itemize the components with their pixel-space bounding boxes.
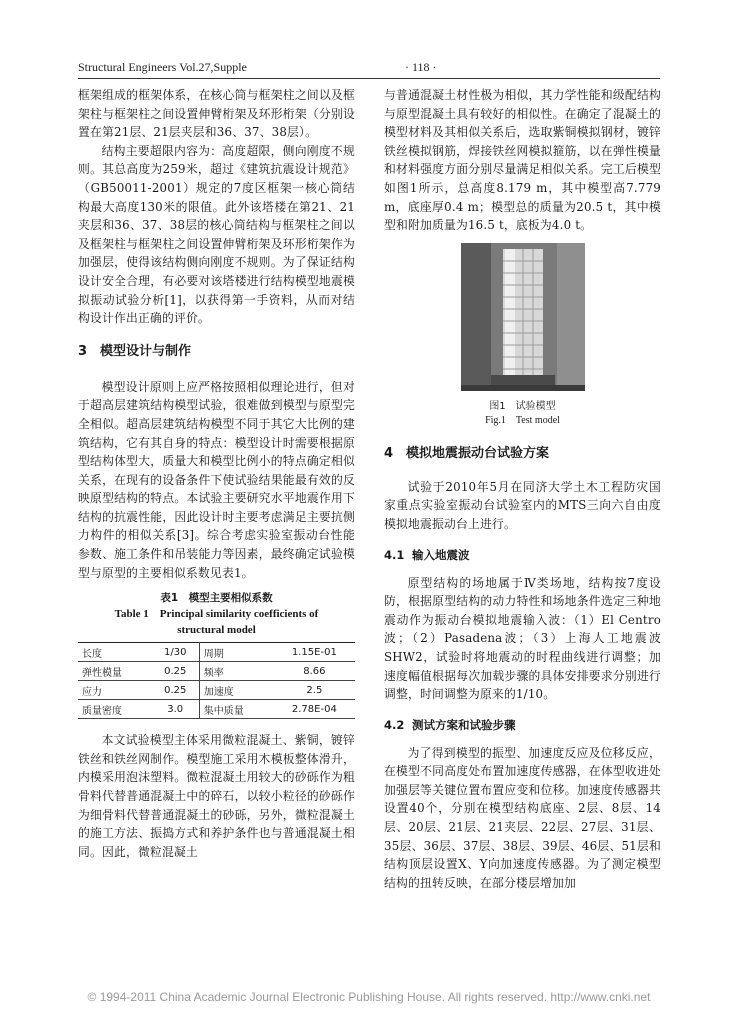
- table-cell: 1/30: [152, 643, 200, 662]
- table-cell: 加速度: [199, 681, 273, 700]
- subsection-heading: [384, 546, 661, 564]
- paragraph: 试验于2010年5月在同济大学土木工程防灾国家重点实验室振动台试验室内的MTS三向六自由度模拟地震振动台上进行。: [384, 479, 661, 531]
- running-header: [78, 58, 660, 76]
- table-row: [78, 643, 355, 662]
- table-cell: 周期: [199, 643, 273, 662]
- similarity-table: [78, 642, 355, 719]
- table-title-cn: 表1 模型主要相似系数: [160, 592, 273, 605]
- table-cell: 0.25: [152, 681, 200, 700]
- subsection-title: 输入地震波: [412, 547, 470, 562]
- subsection-number: 4.2: [384, 717, 405, 732]
- paragraph: 原型结构的场地属于Ⅳ类场地，结构按7度设防，根据原型结构的动力特性和场地条件选定三种地震动作为振动台模拟地震输入波：（1）El Centro波；（2）Pasadena波；（3）上海人工地震波SHW2，试验时将地震动的时程曲线进行调整；加速度幅值根据每次加载步骤的具体安排要求分别进行调整，时间调整为原来的1/10。: [384, 575, 661, 702]
- paragraph: 为了得到模型的振型、加速度反应及位移反应，在模型不同高度处布置加速度传感器，在体型收进处加强层等关键位置布置应变和位移。加速度传感器共设置40个，分别在模型结构底座、2层、8层、14层、20层、21层、21夹层、22层、27层、31层、35层、36层、37层、38层、39层、46层、51层和结构顶层设置X、Y向加速度传感器。为了测定模型结构的扭转反映，在部分楼层增加加: [384, 745, 661, 890]
- figure-caption-en: Fig.1 Test model: [485, 414, 560, 426]
- table-cell: 长度: [78, 643, 152, 662]
- page-number: · 118 ·: [405, 60, 437, 74]
- section-number: 3: [78, 343, 88, 359]
- table-caption: [78, 590, 355, 638]
- table-cell: 3.0: [152, 700, 200, 719]
- table-cell: 8.66: [274, 662, 355, 681]
- paragraph: 模型设计原则上应严格按照相似理论进行，但对于超高层建筑结构模型试验，很难做到模型与原型完全相似。超高层建筑结构模型不同于其它大比例的建筑结构，它有其自身的特点：模型设计时需要根据原型结构体型大，质量大和模型比例小的特点确定相似关系，在现有的设备条件下使试验结果能最有效的反映原型结构的特点。本试验主要研究水平地震作用下结构的抗震性能，因此设计时主要考虑满足主要抗侧力构件的相似关系[3]。综合考虑实验室振动台性能参数、施工条件和吊装能力等因素，最终确定试验模型与原型的主要相似系数见表1。: [78, 379, 355, 580]
- right-column: [384, 86, 661, 892]
- paragraph: 与普通混凝土材性极为相似，其力学性能和级配结构与原型混凝土具有较好的相似性。在确定了混凝土的模型材料及其相似关系后，选取紫铜模拟钢材，镀锌铁丝模拟钢筋，焊接铁丝网模拟箍筋，以在弹性模量和材料强度方面分别尽量满足相似关系。完工后模型如图1所示，总高度8.179 m，其中模型高7.779 m，底座厚0.4 m；模型总的质量为20.5 t，其中模型和附加质量为16.5 t，底板为4.0 t。: [384, 88, 661, 233]
- table-cell: 2.78E-04: [274, 700, 355, 719]
- paragraph: 结构主要超限内容为：高度超限，侧向刚度不规则。其总高度为259米，超过《建筑抗震设计规范》（GB50011-2001）规定的7度区框架一核心筒结构最大高度130米的限值。此外该塔楼在第21、21夹层和36、37、38层的核心筒结构与框架柱之间以及框架柱与框架柱之间设置伸臂桁架及环形桁架作为加强层，使得该结构侧向刚度不规则。为了保证结构设计安全合理，有必要对该塔楼进行结构模型地震模拟振动试验分析[1]，以获得第一手资料，从而对结构设计作出正确的评价。: [78, 143, 355, 326]
- subsection-title: 测试方案和试验步骤: [412, 717, 516, 732]
- table-row: [78, 700, 355, 719]
- journal-name: Structural Engineers Vol.27,Supple: [78, 60, 247, 74]
- table-cell: 0.25: [152, 662, 200, 681]
- header-rule: [78, 78, 660, 79]
- section-title: 模拟地震振动台试验方案: [406, 445, 550, 461]
- table-cell: 质量密度: [78, 700, 152, 719]
- table-cell: 弹性模量: [78, 662, 152, 681]
- section-heading: [78, 342, 355, 362]
- subsection-heading: [384, 716, 661, 734]
- section-heading: [384, 444, 661, 464]
- table-title-en: Table 1 Principal similarity coefficients of: [114, 608, 319, 621]
- table-title-en-cont: structural model: [177, 624, 256, 637]
- table-row: [78, 662, 355, 681]
- table-cell: 应力: [78, 681, 152, 700]
- table-row: [78, 681, 355, 700]
- table-cell: 频率: [199, 662, 273, 681]
- figure-caption-cn: 图1 试验模型: [489, 400, 556, 412]
- section-number: 4: [384, 445, 394, 461]
- table-cell: 集中质量: [199, 700, 273, 719]
- paragraph: 本文试验模型主体采用微粒混凝土、紫铜，镀锌铁丝和铁丝网制作。模型施工采用木模板整体滑升，内模采用泡沫塑料。微粒混凝土用较大的砂砾作为粗骨料代替普通混凝土中的碎石，以较小粒径的砂砾作为细骨料代替普通混凝土的砂砾，另外，微粒混凝土的施工方法、振捣方式和养护条件也与普通混凝土相同。因此，微粒混凝土: [78, 733, 355, 859]
- tower-model-illustration: [461, 243, 585, 391]
- copyright-footer: © 1994-2011 China Academic Journal Electronic Publishing House. All rights reserved. http://www.cnki.net: [87, 990, 651, 1004]
- figure-caption: [384, 399, 661, 428]
- section-title: 模型设计与制作: [100, 343, 192, 359]
- paragraph: 框架组成的框架体系，在核心筒与框架柱之间以及框架柱与框架柱之间设置伸臂桁架及环形桁架（分别设置在第21层、21层夹层和36、37、38层）。: [78, 88, 355, 140]
- table-cell: 1.15E-01: [274, 643, 355, 662]
- subsection-number: 4.1: [384, 547, 405, 562]
- table-cell: 2.5: [274, 681, 355, 700]
- test-model-photo: [461, 243, 585, 391]
- left-column: [78, 86, 355, 861]
